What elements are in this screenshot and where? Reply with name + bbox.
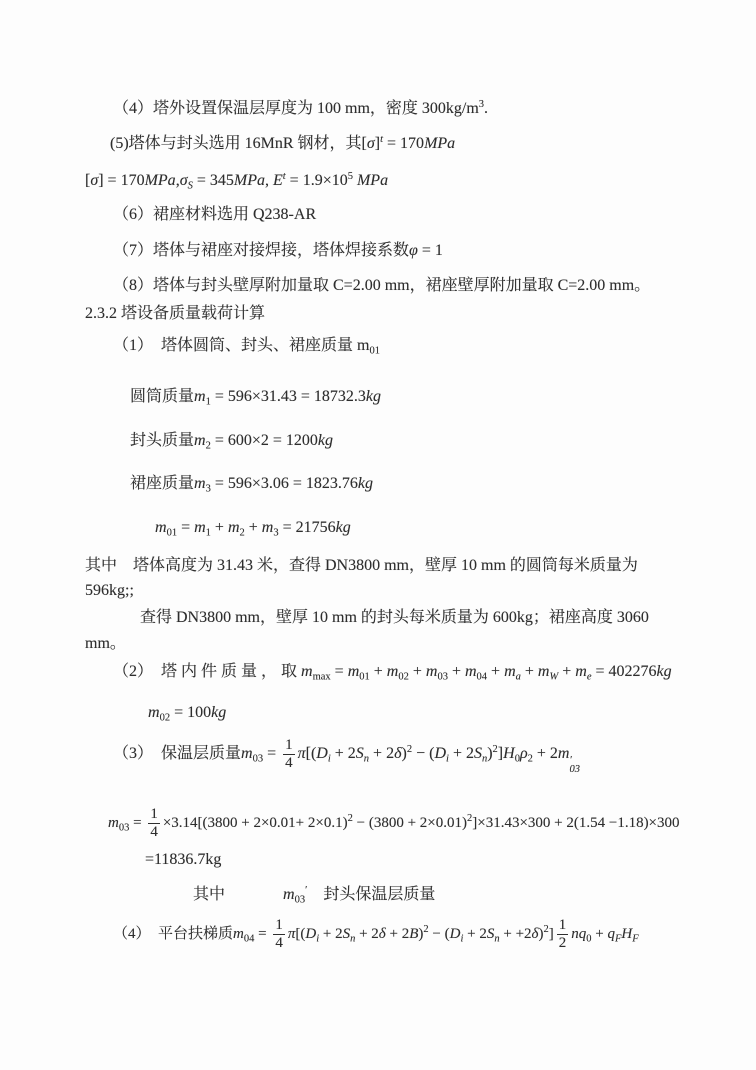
cylinder-mass-equation [130,386,381,414]
text-part: + [487,663,505,680]
text-part: H [503,745,515,763]
section-heading-2-3-2 [85,303,265,325]
text-part: = 600×2 = 1200 [210,432,318,449]
text-part: δ [531,925,539,942]
text-part: ] = 170 [98,172,145,189]
fraction [557,917,569,952]
text-part: + [447,663,465,680]
text-part: = 345 [192,172,234,189]
text-part: m [148,704,160,721]
m01-total-equation [155,517,351,545]
text-part: δ [378,925,386,942]
text-part: kg [365,388,382,405]
fraction-numerator: 1 [558,917,567,933]
text-part: 03 [118,822,130,834]
text-part: [ [85,172,91,189]
text-part: 03 [252,753,264,765]
text-part: 2 [466,812,473,824]
text-part: 01 [359,671,370,683]
sup-sub-stack [569,756,580,774]
text-part: + [244,519,262,536]
note-tower-height-line-1 [85,555,638,577]
fraction-denominator: 4 [150,824,158,840]
text-part: MPa [424,135,456,152]
text-part: ) [418,925,424,942]
text-part: 2 [527,753,533,765]
item-1-shell-head-skirt-mass [113,335,380,363]
text-part: + [369,663,387,680]
text-part: 2 [347,812,353,824]
text-part: = 1 [417,242,443,259]
text-part: i [327,753,331,765]
text-part: m [557,745,570,763]
text-part: （2） 塔 内 件 质 量 ， 取 [113,663,302,680]
text-part: 裙座质量 [130,475,195,492]
text-part: 1 [205,527,211,539]
text-part: σ [179,172,188,189]
text-part: kg [656,663,672,680]
text-part: q [607,925,615,942]
text-part: 02 [398,671,409,683]
m02-value-equation [148,702,226,730]
text-part: （4） 平台扶梯质 [113,925,234,942]
text-part: + 2 [448,745,474,763]
text-part: − ( [412,745,435,763]
fraction [148,806,160,841]
text-part: F [615,933,622,945]
text-part: 596kg;; [85,582,134,599]
text-part: n [481,753,488,765]
text-part: 封头质量 [130,432,195,449]
fraction-numerator: 1 [150,806,158,822]
allowable-stress-values [85,166,388,198]
text-part: n [363,753,370,765]
fraction-numerator: 1 [285,737,293,753]
text-part: =11836.7kg [145,851,222,868]
text-part: m [575,663,587,680]
text-part: m [537,663,550,680]
text-part: D [434,745,447,763]
text-part: i [460,933,464,945]
text-part: σ [90,172,99,189]
text-part: 04 [476,671,488,683]
text-part: （7）塔体与裙座对接焊接，塔体焊接系数 [113,242,410,259]
item-4-platform-ladder-mass-formula [113,917,639,952]
text-part: − ( [428,925,450,942]
text-part: 其中 塔体高度为 31.43 米，查得 DN3800 mm，壁厚 10 mm 的圆筒每米质量为 [85,557,638,574]
text-part: S [355,745,364,763]
fraction-denominator: 4 [285,755,293,771]
text-part: ) [487,745,493,763]
text-part: = 596×3.06 = 1823.76 [210,475,358,492]
text-part: m [241,745,253,763]
text-part: 2 [543,923,549,935]
text-part: MPa [233,172,265,189]
item-4-insulation-thickness [113,94,488,120]
m03-prime-note [193,880,435,912]
text-part: 其中 [193,886,226,903]
text-part: ρ [519,745,528,763]
fraction-denominator: 2 [558,935,567,951]
text-part: + +2 [499,925,532,942]
text-part: = 402276 [591,663,657,680]
text-part: = [177,519,195,536]
text-part: 0 [514,753,520,765]
text-part: σ [366,135,375,152]
text-part: 2.3.2 塔设备质量载荷计算 [85,305,266,322]
text-part: S [473,745,482,763]
text-part: S [486,925,495,942]
fraction-numerator: 1 [275,917,283,933]
text-part: = [263,745,281,763]
text-part: m [504,663,516,680]
text-part: ]×31.43×300 + 2(1.54 −1.18)×300 [472,814,680,831]
text-part: (5)塔体与封头选用 16MnR 钢材，其[ [110,135,367,152]
text-part: kg [317,432,334,449]
text-part: , [264,172,273,189]
text-part: 1 [205,396,211,408]
text-part: = 1.9×10 [285,172,348,189]
text-part: n [571,925,579,942]
skirt-mass-equation [130,473,373,501]
text-part: E [272,172,283,189]
text-part: m [194,519,206,536]
text-part: + [591,925,608,942]
text-part: + [520,663,538,680]
text-part: m [194,475,206,492]
text-part: H [621,925,633,942]
text-part: m [283,886,295,903]
text-part: m [194,432,206,449]
text-part: + [408,663,426,680]
note-head-mass-line-2 [85,633,126,655]
stack-superscript: ′ [569,755,572,767]
text-part: = 170 [383,135,425,152]
text-part: ] [497,745,504,763]
text-part: 2 [492,744,498,756]
text-part: . [484,100,489,117]
item-8-thickness-allowance [113,275,650,297]
text-part: = [330,663,348,680]
fraction [273,917,285,952]
text-part: D [305,925,317,942]
text-part: 2 [239,527,245,539]
text-part: （8）塔体与封头壁厚附加量取 C=2.00 mm，裙座壁厚附加量取 C=2.00 mm。 [113,277,651,294]
text-part: = [254,925,271,942]
text-part: = [129,814,146,831]
text-part: n [494,933,500,945]
fraction [283,737,295,772]
text-part: 2 [423,923,429,935]
text-part: m [425,663,438,680]
text-part: 02 [159,712,171,724]
text-part: （1） 塔体圆筒、封头、裙座质量 m [113,337,370,354]
text-part: 04 [243,933,255,945]
text-part: 03 [294,894,306,906]
text-part: ] [548,925,554,942]
text-part: + 2 [532,745,558,763]
text-part: 2 [406,744,413,756]
text-part: + 2 [355,925,379,942]
text-part: D [449,925,461,942]
text-part: π [297,745,306,763]
text-part: + 2 [385,925,410,942]
text-part: 5 [347,171,353,182]
text-part: 3 [273,527,279,539]
text-part: e [586,671,592,683]
text-part: （6）裙座材料选用 Q238-AR [113,206,317,223]
text-part: + [558,663,576,680]
stack-subscript: 03 [569,764,580,776]
text-part: F [632,933,639,945]
text-part: + [210,519,228,536]
text-part: 0 [586,933,592,945]
text-part: t [380,134,384,145]
text-part: 圆筒质量 [130,388,195,405]
text-part: ] [374,135,381,152]
text-part: 01 [166,527,178,539]
text-part: , [175,172,180,189]
text-part: mm。 [85,635,126,652]
m03-calculation-equation [108,806,680,841]
item-5-shell-head-material [110,129,455,155]
text-part: m [464,663,477,680]
text-part: i [446,753,449,765]
text-part: − (3800 + 2×0.01) [352,814,467,831]
item-7-welding-coefficient [113,240,443,262]
text-part: kg [335,519,351,536]
text-part: 封头保温层质量 [323,886,436,903]
text-part: （3） 保温层质量 [113,745,242,763]
text-part: S [187,180,193,192]
item-3-insulation-mass-formula [113,737,580,774]
text-part: ×3.14[(3800 + 2×0.01+ 2×0.1) [162,814,348,831]
text-part: m [155,519,167,536]
text-part: + 2 [330,745,356,763]
item-6-skirt-material [113,204,316,226]
text-part: kg [211,704,227,721]
text-part: m [233,925,244,942]
text-part: φ [409,242,418,259]
fraction-denominator: 4 [275,935,283,951]
text-part: [( [305,745,317,763]
text-part: m [108,814,119,831]
text-part: B [409,925,419,942]
text-part: = 596×31.43 = 18732.3 [210,388,366,405]
text-part: + 2 [369,745,395,763]
text-part: m [227,519,240,536]
note-head-mass-line-1 [140,607,649,629]
text-part: （4）塔外设置保温层厚度为 100 mm，密度 300kg/m [113,100,479,117]
text-part: 3 [478,99,485,110]
text-part: MPa [356,172,389,189]
text-part: 03 [437,671,448,683]
text-part: m [386,663,399,680]
note-tower-height-line-2 [85,580,134,602]
text-part: 查得 DN3800 mm，壁厚 10 mm 的封头每米质量为 600kg；裙座高度 3060 [140,609,649,626]
text-part: S [342,925,351,942]
m03-result [145,849,221,871]
text-part: 2 [205,440,211,452]
text-part: ) [401,745,407,763]
text-part: i [316,933,320,945]
text-part: m [301,663,313,680]
text-part: a [515,671,521,683]
item-2-internals-mass [113,661,672,689]
text-part: q [578,925,587,942]
text-part: ′ [305,885,308,896]
text-part: kg [357,475,374,492]
text-part: t [282,171,286,182]
text-part: + 2 [463,925,487,942]
text-part: W [549,671,559,683]
text-part: 3 [205,483,211,495]
text-part: δ [394,745,402,763]
text-part: = 21756 [278,519,336,536]
text-part: ) [538,925,544,942]
text-part: max [312,671,331,683]
text-part: m [347,663,360,680]
text-part: 01 [369,345,380,357]
text-part: MPa [144,172,176,189]
text-part: n [350,933,356,945]
text-part: D [316,745,328,763]
text-part: + 2 [319,925,343,942]
text-part: m [261,519,274,536]
text-part: π [287,925,296,942]
head-mass-equation [130,430,333,458]
text-part: [( [295,925,306,942]
text-part: m [194,388,206,405]
text-part: = 100 [170,704,212,721]
